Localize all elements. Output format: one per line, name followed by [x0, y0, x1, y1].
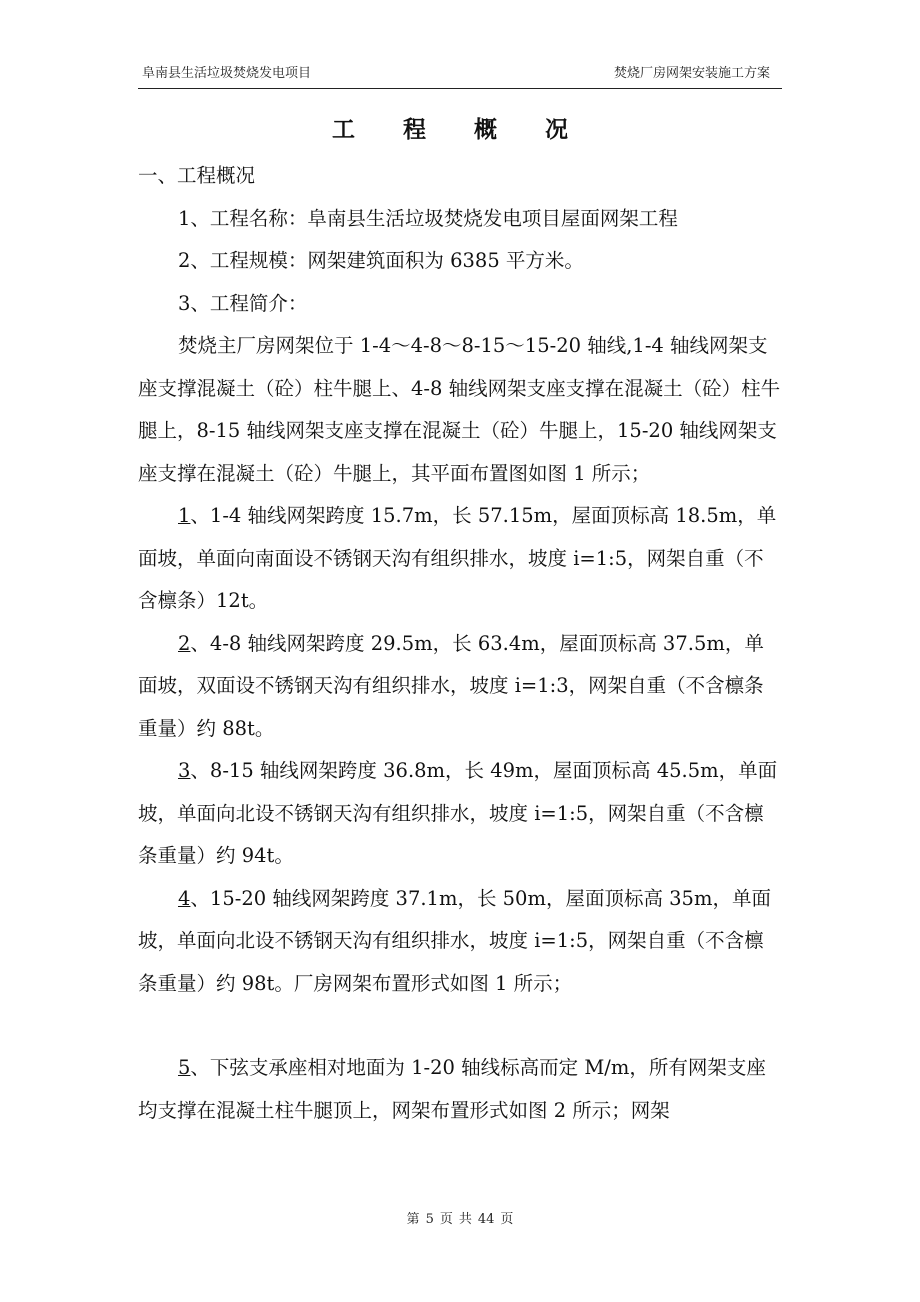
header-document-title: 焚烧厂房网架安装施工方案	[613, 66, 770, 81]
point-5	[138, 1047, 782, 1132]
document-body	[138, 155, 782, 1132]
section-heading: 一、工程概况	[138, 164, 256, 187]
point-number: 3	[178, 759, 191, 782]
point-text: 、15-20 轴线网架跨度 37.1m，长 50m，屋面顶标高 35m，单面坡，单面向北设不锈钢天沟有组织排水，坡度 i=1:5，网架自重（不含檩条重量）约 98t。厂房网架布置形式如图 1 所示；	[138, 886, 771, 995]
header-project-name: 阜南县生活垃圾焚烧发电项目	[142, 66, 312, 81]
item-project-intro: 3、工程简介：	[178, 291, 308, 315]
page-footer	[0, 1208, 920, 1227]
footer-total-unit: 页	[500, 1212, 514, 1227]
point-text: 、4-8 轴线网架跨度 29.5m，长 63.4m，屋面顶标高 37.5m，单面坡，双面设不锈钢天沟有组织排水，坡度 i=1:3，网架自重（不含檩条重量）约 88t。	[138, 631, 764, 740]
point-4	[138, 878, 782, 1006]
point-number: 5	[178, 1056, 191, 1079]
item-project-scale: 2、工程规模：网架建筑面积为 6385 平方米。	[178, 249, 584, 272]
page-header	[138, 64, 782, 89]
point-text: 、下弦支承座相对地面为 1-20 轴线标高而定 M/m，所有网架支座均支撑在混凝土柱牛腿顶上，网架布置形式如图 2 所示；网架	[138, 1056, 766, 1122]
footer-page-unit: 页	[439, 1212, 453, 1227]
blank-line	[138, 1005, 782, 1047]
footer-page-number: 5	[425, 1212, 434, 1227]
item-project-name: 1、工程名称：阜南县生活垃圾焚烧发电项目屋面网架工程	[178, 206, 678, 230]
footer-total-prefix: 共	[458, 1212, 472, 1227]
point-text: 、8-15 轴线网架跨度 36.8m，长 49m，屋面顶标高 45.5m，单面坡，单面向北设不锈钢天沟有组织排水，坡度 i=1:5，网架自重（不含檩条重量）约 94t。	[138, 759, 778, 867]
intro-paragraph: 焚烧主厂房网架位于 1-4～4-8～8-15～15-20 轴线,1-4 轴线网架支座支撑混凝土（砼）柱牛腿上、4-8 轴线网架支座支撑在混凝土（砼）柱牛腿上，8-15 轴线网架支座支撑在混凝土（砼）牛腿上，15-20 轴线网架支座支撑在混凝土（砼）牛腿上，其平面布置图如图 1 所示；	[138, 334, 781, 485]
point-text: 、1-4 轴线网架跨度 15.7m，长 57.15m，屋面顶标高 18.5m，单面坡，单面向南面设不锈钢天沟有组织排水，坡度 i=1:5，网架自重（不含檩条）12t。	[138, 504, 777, 612]
footer-total-pages: 44	[477, 1212, 495, 1227]
point-2	[138, 623, 782, 751]
point-number: 1	[178, 504, 191, 527]
point-number: 4	[178, 886, 191, 910]
footer-prefix: 第	[406, 1212, 420, 1227]
point-3	[138, 750, 782, 878]
point-1	[138, 495, 782, 623]
point-number: 2	[178, 631, 191, 655]
page-title: 工 程 概 况	[331, 116, 589, 143]
